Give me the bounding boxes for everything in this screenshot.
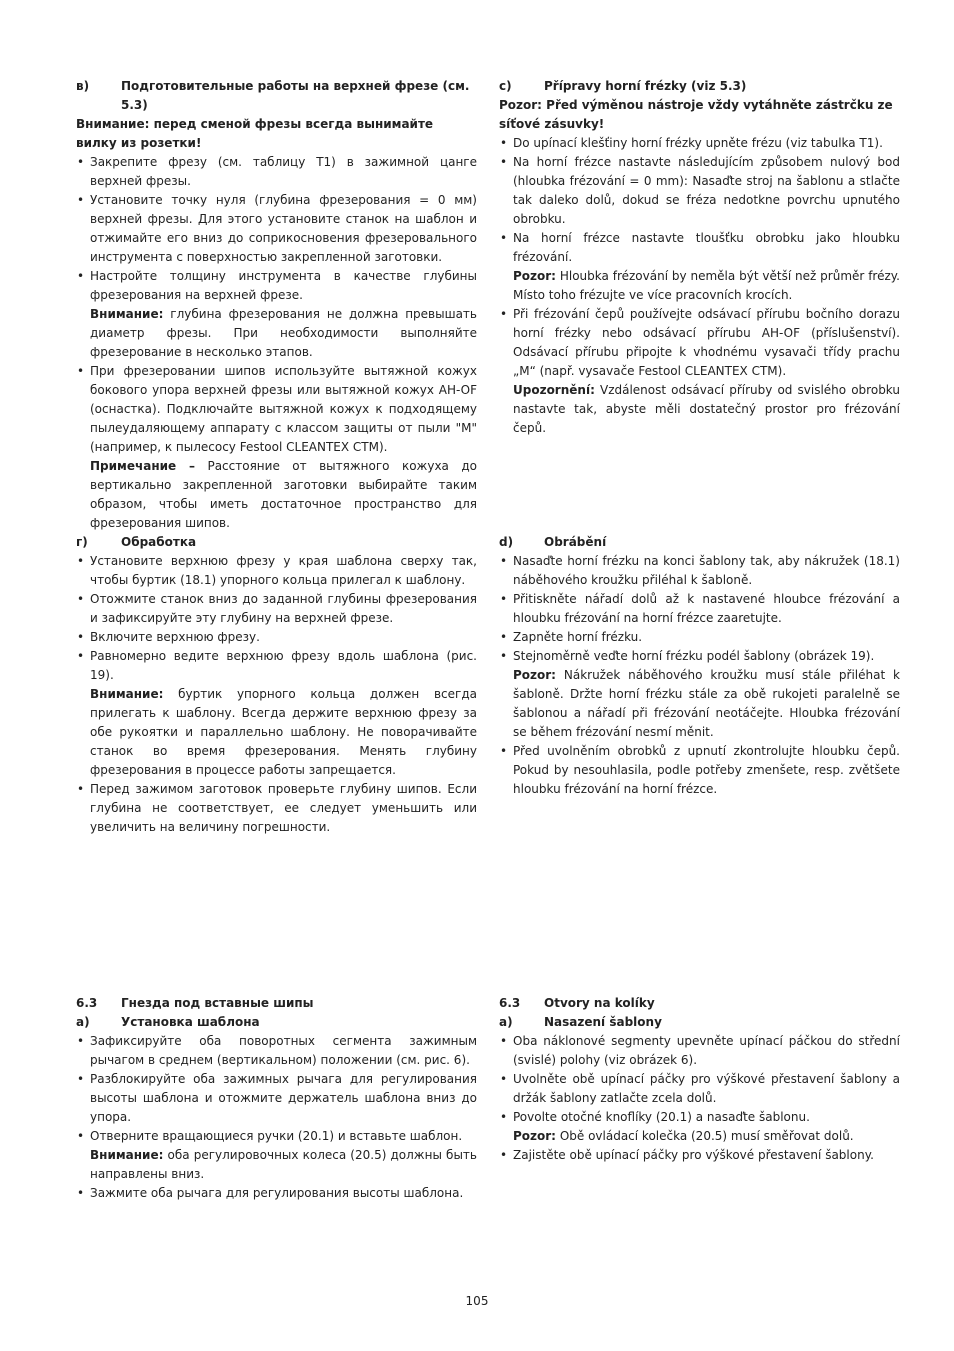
bullet-list	[499, 552, 900, 799]
page-number: 105	[465, 1294, 489, 1308]
list-item: • Stejnoměrně veďte horní frézku podél šablony (obrázek 19). Pozor: Nákružek náběhového kroužku musí stále přiléhat k šabloně. Držte horní frézku stále za obě rukojeti paralelně se šablonou a nářadí při frézování neotáčejte. Hloubka frézování se během frézování nesmí měnit.	[499, 647, 900, 742]
section-cs-6-3	[499, 994, 900, 1165]
section-ru-work	[76, 533, 477, 837]
section-number: в)	[76, 79, 90, 93]
list-item: • Настройте толщину инструмента в качестве глубины фрезерования на верхней фрезе. Внимание: глубина фрезерования не должна превышать диаметр фрезы. При необходимости выполняйте фрезерование в несколько этапов.	[76, 267, 477, 362]
bullet-list	[76, 1032, 477, 1203]
section-heading	[499, 77, 900, 96]
list-item: • Перед зажимом заготовок проверьте глубину шипов. Если глубина не соответствует, ее следует уменьшить или увеличить на величину погрешности.	[76, 780, 477, 837]
list-item: • Při frézování čepů používejte odsávací přírubu bočního dorazu horní frézky nebo odsávací přírubu AH-OF (příslušenství). Odsávací přírubu připojte k vhodnému vysavači třídy prachu „M“ (např. vysavače Festool CLEANTEX CTM). Upozornění: Vzdálenost odsávací příruby od svislého obrobku nastavte tak, abyste měli dostatečný prostor pro frézování čepů.	[499, 305, 900, 438]
section-number: 6.3	[76, 996, 98, 1010]
list-item: • Povolte otočné knoflíky (20.1) a nasaďte šablonu. Pozor: Obě ovládací kolečka (20.5) musí směřovat dolů.	[499, 1108, 900, 1146]
section-number: d)	[499, 535, 514, 549]
list-item: • Равномерно ведите верхнюю фрезу вдоль шаблона (рис. 19). Внимание: буртик упорного кольца должен всегда прилегать к шаблону. Всегда держите верхнюю фрезу за обе рукоятки и параллельно шаблону. Не поворачивайте станок во время фрезерования. Менять глубину фрезерования в процессе работы запрещается.	[76, 647, 477, 780]
list-item: • Uvolněte obě upínací páčky pro výškové přestavení šablony a držák šablony zatlačte zcela dolů.	[499, 1070, 900, 1108]
list-item: • Включите верхнюю фрезу.	[76, 628, 477, 647]
list-item: • Přitiskněte nářadí dolů až k nastavené hloubce frézování a hloubku frézování na horní frézce zaaretujte.	[499, 590, 900, 628]
list-item: • Zapněte horní frézku.	[499, 628, 900, 647]
list-item: • Установите точку нуля (глубина фрезерования = 0 мм) верхней фрезы. Для этого установите станок на шаблон и отжимайте его вниз до соприкосновения фрезеровального инструмента с поверхностью закрепленной заготовки.	[76, 191, 477, 267]
list-item: • Na horní frézce nastavte následujícím způsobem nulový bod (hloubka frézování = 0 mm): Nasaďte stroj na šablonu a stlačte tak daleko dolů, dokud se fréza nedotkne povrchu upnutého obrobku.	[499, 153, 900, 229]
list-item: • Отожмите станок вниз до заданной глубины фрезерования и зафиксируйте эту глубину на верхней фрезе.	[76, 590, 477, 628]
list-item: • Закрепите фрезу (см. таблицу T1) в зажимной цанге верхней фрезы.	[76, 153, 477, 191]
section-title: Обработка	[121, 535, 197, 549]
list-item: • Zajistěte obě upínací páčky pro výškové přestavení šablony.	[499, 1146, 900, 1165]
subsection-heading	[499, 1013, 900, 1032]
section-heading	[76, 533, 477, 552]
note: Pozor: Nákružek náběhového kroužku musí stále přiléhat k šabloně. Držte horní frézku stále za obě rukojeti paralelně se šablonou a nářadí při frézování neotáčejte. Hloubka frézování se během frézování nesmí měnit.	[513, 668, 900, 739]
subsection-heading	[76, 1013, 477, 1032]
note: Upozornění: Vzdálenost odsávací příruby od svislého obrobku nastavte tak, abyste měli dostatečný prostor pro frézování čepů.	[513, 383, 900, 435]
section-number: c)	[499, 79, 512, 93]
note: Внимание: буртик упорного кольца должен всегда прилегать к шаблону. Всегда держите верхнюю фрезу за обе рукоятки и параллельно шаблону. Не поворачивайте станок во время фрезерования. Менять глубину фрезерования в процессе работы запрещается.	[90, 687, 477, 777]
bullet-list	[76, 153, 477, 533]
list-item: • Разблокируйте оба зажимных рычага для регулирования высоты шаблона и отожмите держатель шаблона вниз до упора.	[76, 1070, 477, 1127]
list-item: • Oba náklonové segmenty upevněte upínací páčkou do střední (svislé) polohy (viz obrázek 6).	[499, 1032, 900, 1070]
list-item: • Nasaďte horní frézku na konci šablony tak, aby nákružek (18.1) náběhového kroužku přiléhal k šabloně.	[499, 552, 900, 590]
list-item: • Před uvolněním obrobků z upnutí zkontrolujte hloubku čepů. Pokud by nesouhlasila, podle potřeby zmenšete, resp. zvětšete hloubku frézování na horní frézce.	[499, 742, 900, 799]
bullet-list	[499, 134, 900, 438]
section-title: Otvory na kolíky	[544, 996, 655, 1010]
list-item: • Na horní frézce nastavte tloušťku obrobku jako hloubku frézování. Pozor: Hloubka frézování by neměla být větší než průměr frézy. Místo toho frézujte ve více pracovních krocích.	[499, 229, 900, 305]
list-item: • Зажмите оба рычага для регулирования высоты шаблона.	[76, 1184, 477, 1203]
section-ru-6-3	[76, 994, 477, 1203]
list-item: • Установите верхнюю фрезу у края шаблона сверху так, чтобы буртик (18.1) упорного кольца прилегал к шаблону.	[76, 552, 477, 590]
section-heading	[499, 533, 900, 552]
section-cs-work	[499, 533, 900, 799]
list-item: • Зафиксируйте оба поворотных сегмента зажимным рычагом в среднем (вертикальном) положении (см. рис. 6).	[76, 1032, 477, 1070]
section-number: г)	[76, 535, 88, 549]
section-heading	[76, 994, 477, 1013]
section-heading	[499, 994, 900, 1013]
warning-text: Внимание: перед сменой фрезы всегда вынимайте вилку из розетки!	[76, 117, 434, 150]
section-title: Obrábění	[544, 535, 607, 549]
bullet-list	[499, 1032, 900, 1165]
note: Pozor: Hloubka frézování by neměla být větší než průměr frézy. Místo toho frézujte ve více pracovních krocích.	[513, 269, 900, 302]
subsection-title: Nasazení šablony	[544, 1015, 662, 1029]
note: Pozor: Obě ovládací kolečka (20.5) musí směřovat dolů.	[513, 1129, 854, 1143]
section-title: Подготовительные работы на верхней фрезе (см. 5.3)	[121, 79, 470, 112]
section-number: 6.3	[499, 996, 521, 1010]
subsection-number: a)	[499, 1015, 513, 1029]
note: Внимание: глубина фрезерования не должна превышать диаметр фрезы. При необходимости выполняйте фрезерование в несколько этапов.	[90, 307, 477, 359]
section-heading	[76, 77, 477, 115]
section-title: Гнезда под вставные шипы	[121, 996, 314, 1010]
bullet-list	[76, 552, 477, 837]
warning-text: Pozor: Před výměnou nástroje vždy vytáhněte zástrčku ze síťové zásuvky!	[499, 98, 893, 131]
list-item: • Отверните вращающиеся ручки (20.1) и вставьте шаблон. Внимание: оба регулировочных колеса (20.5) должны быть направлены вниз.	[76, 1127, 477, 1184]
section-ru-prep	[76, 77, 477, 533]
subsection-title: Установка шаблона	[121, 1015, 260, 1029]
section-title: Přípravy horní frézky (viz 5.3)	[544, 79, 747, 93]
subsection-number: а)	[76, 1015, 90, 1029]
note: Примечание – Расстояние от вытяжного кожуха до вертикально закрепленной заготовки выбирайте таким образом, чтобы иметь достаточное пространство для фрезерования шипов.	[90, 459, 478, 530]
list-item: • При фрезеровании шипов используйте вытяжной кожух бокового упора верхней фрезы или вытяжной кожух AH-OF (оснастка). Подключайте вытяжной кожух к подходящему пылеудаляющему аппарату с классом защиты от пыли "M" (например, к пылесосу Festool CLEANTEX CTM). Примечание – Расстояние от вытяжного кожуха до вертикально закрепленной заготовки выбирайте таким образом, чтобы иметь достаточное пространство для фрезерования шипов.	[76, 362, 477, 533]
list-item: • Do upínací klešťiny horní frézky upněte frézu (viz tabulka T1).	[499, 134, 900, 153]
section-cs-prep	[499, 77, 900, 438]
note: Внимание: оба регулировочных колеса (20.5) должны быть направлены вниз.	[90, 1148, 477, 1181]
